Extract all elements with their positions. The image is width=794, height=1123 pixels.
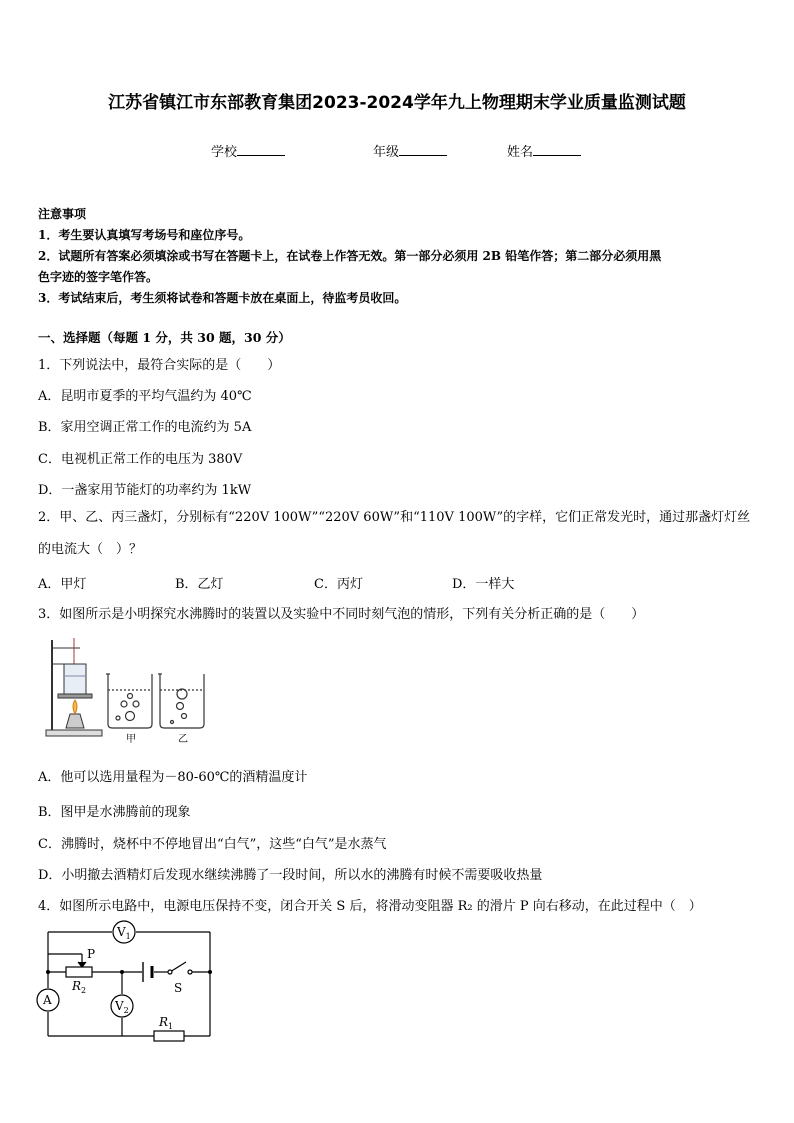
circuit-diagram [32, 920, 222, 1044]
notice-heading: 注意事项 [38, 207, 87, 221]
grade-field[interactable] [373, 141, 447, 160]
label-jia: 甲 [126, 734, 136, 745]
p-label: P [87, 947, 96, 961]
q3-option-b[interactable]: B．图甲是水沸腾前的现象 [38, 805, 191, 820]
q1-option-c[interactable]: C．电视机正常工作的电压为 380V [38, 452, 243, 467]
question-2-stem: 2．甲、乙、丙三盏灯，分别标有“220V 100W”“220V 60W”和“110V 100W”的字样，它们正常发光时，通过那盏灯灯丝的电流大（ ）？ [38, 510, 751, 557]
resistor-r1 [154, 1031, 184, 1041]
section-heading: 一、选择题（每题 1 分，共 30 题，30 分） [38, 330, 291, 345]
q2-option-c[interactable]: C．丙灯 [314, 577, 363, 592]
resistor-r2 [66, 967, 92, 977]
notice-item: 1．考生要认真填写考场号和座位序号。 [38, 228, 251, 242]
junction-dot [208, 970, 212, 974]
r2-label: $R_2$ [72, 979, 87, 995]
question-1-stem: 1．下列说法中，最符合实际的是（ ） [38, 358, 281, 373]
battery-icon [143, 962, 152, 982]
boiling-experiment-figure [44, 634, 224, 746]
name-label: 姓名 [507, 145, 534, 160]
q3-option-c[interactable]: C．沸腾时，烧杯中不停地冒出“白气”，这些“白气”是水蒸气 [38, 837, 387, 852]
notice-item: 2．试题所有答案必须填涂或书写在答题卡上，在试卷上作答无效。第一部分必须用 2B 铅笔作答；第二部分必须用黑 [38, 249, 662, 263]
notice-item: 3．考试结束后，考生须将试卷和答题卡放在桌面上，待监考员收回。 [38, 291, 407, 305]
grade-label: 年级 [373, 145, 400, 160]
notice-block [38, 204, 760, 309]
notice-item: 色字迹的签字笔作答。 [38, 270, 159, 284]
question-3-stem: 3．如图所示是小明探究水沸腾时的装置以及实验中不同时刻气泡的情形，下列有关分析正确的是（ ） [38, 607, 645, 622]
switch-s [168, 962, 192, 974]
q1-option-a[interactable]: A．昆明市夏季的平均气温约为 40℃ [38, 389, 252, 404]
v2-label: $V_2$ [115, 999, 129, 1015]
school-label: 学校 [211, 145, 238, 160]
slider-p [48, 954, 86, 967]
q1-option-d[interactable]: D．一盏家用节能灯的功率约为 1kW [38, 483, 252, 498]
junction-dot [46, 970, 50, 974]
r1-label: $R_1$ [159, 1015, 174, 1031]
beaker-jia [106, 674, 152, 728]
beaker-yi [158, 674, 204, 728]
school-blank[interactable] [237, 143, 285, 156]
junction-dot [120, 970, 124, 974]
heating-apparatus [46, 638, 102, 736]
q3-option-d[interactable]: D．小明撤去酒精灯后发现水继续沸腾了一段时间，所以水的沸腾有时候不需要吸收热量 [38, 868, 543, 883]
q2-option-a[interactable]: A．甲灯 [38, 577, 87, 592]
v1-label: $V_1$ [117, 925, 131, 941]
q1-option-b[interactable]: B．家用空调正常工作的电流约为 5A [38, 420, 252, 435]
name-blank[interactable] [533, 143, 581, 156]
q3-option-a[interactable]: A．他可以选用量程为－80-60℃的酒精温度计 [38, 770, 308, 785]
school-field[interactable] [211, 141, 285, 160]
ammeter-label: A [43, 993, 52, 1007]
s-label: S [174, 981, 183, 995]
label-yi: 乙 [178, 734, 188, 745]
grade-blank[interactable] [399, 143, 447, 156]
page-title: 江苏省镇江市东部教育集团2023-2024学年九上物理期末学业质量监测试题 [108, 93, 686, 113]
q2-option-b[interactable]: B．乙灯 [175, 577, 224, 592]
question-4-stem: 4．如图所示电路中，电源电压保持不变，闭合开关 S 后，将滑动变阻器 R₂ 的滑片 P 向右移动，在此过程中（ ） [38, 899, 702, 914]
q2-option-d[interactable]: D．一样大 [452, 577, 515, 592]
name-field[interactable] [507, 141, 581, 160]
